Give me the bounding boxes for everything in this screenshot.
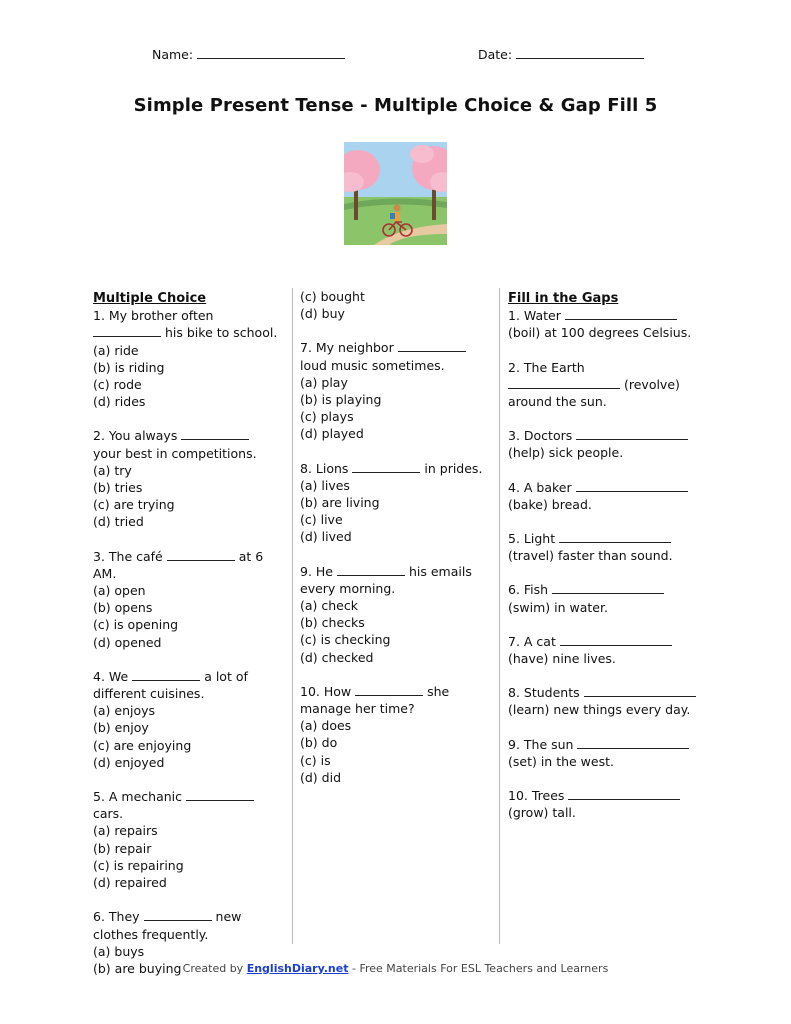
answer-blank[interactable]: [568, 788, 680, 800]
mc-column-1: [93, 290, 278, 994]
answer-blank[interactable]: [144, 909, 212, 921]
question-before: 3. Doctors: [508, 428, 573, 444]
option-c[interactable]: (c) plays: [300, 409, 354, 425]
option-a[interactable]: (a) try: [93, 462, 132, 478]
question-before: 6. They: [93, 909, 140, 925]
gap-question-2: [508, 359, 698, 411]
cherry-blossom-cyclist-illustration: [344, 142, 447, 245]
question-before: 9. He: [300, 563, 333, 579]
gap-question-6: [508, 581, 698, 615]
question-after: cars.: [93, 806, 124, 822]
option-c[interactable]: (c) live: [300, 512, 343, 528]
mc-question-1: [93, 307, 278, 410]
date-blank[interactable]: [516, 46, 644, 59]
question-after: (travel) faster than sound.: [508, 548, 673, 564]
question-before: 8. Students: [508, 685, 580, 701]
gap-question-4: [508, 479, 698, 513]
answer-blank[interactable]: [132, 669, 200, 681]
mc-question-10: [300, 683, 492, 786]
question-text: [93, 788, 278, 822]
option-d[interactable]: (d) rides: [93, 394, 146, 410]
question-text: [508, 684, 698, 718]
option-b[interactable]: (b) do: [300, 735, 338, 751]
question-text: [300, 460, 492, 477]
mc-question-2: [93, 427, 278, 530]
question-after: (grow) tall.: [508, 805, 576, 821]
question-before: 10. How: [300, 683, 352, 699]
option-a[interactable]: (a) ride: [93, 342, 139, 358]
question-after: (set) in the west.: [508, 753, 614, 769]
mc-question-6-continued: [300, 288, 492, 322]
answer-blank[interactable]: [93, 325, 161, 337]
question-before: 2. You always: [93, 428, 178, 444]
gap-question-1: [508, 307, 698, 341]
option-b[interactable]: (b) opens: [93, 600, 153, 616]
question-text: [508, 530, 698, 564]
date-field: [478, 46, 644, 62]
gap-fill-column: [508, 290, 698, 838]
option-c[interactable]: (c) are trying: [93, 497, 175, 513]
date-label: Date:: [478, 47, 513, 62]
mc-question-4: [93, 668, 278, 771]
option-c[interactable]: (c) bought: [300, 289, 365, 304]
question-text: [93, 548, 278, 582]
option-b[interactable]: (b) is playing: [300, 392, 382, 408]
option-a[interactable]: (a) repairs: [93, 823, 158, 839]
question-text: [300, 563, 492, 597]
answer-blank[interactable]: [337, 564, 405, 576]
answer-blank[interactable]: [167, 549, 235, 561]
answer-blank[interactable]: [352, 461, 420, 473]
option-a[interactable]: (a) does: [300, 718, 352, 734]
gaps-section-title: Fill in the Gaps: [508, 291, 619, 306]
gap-question-10: [508, 787, 698, 821]
question-text: [508, 787, 698, 821]
option-d[interactable]: (d) lived: [300, 529, 352, 545]
question-after: (boil) at 100 degrees Celsius.: [508, 325, 692, 341]
answer-blank[interactable]: [584, 685, 696, 697]
option-c[interactable]: (c) rode: [93, 377, 142, 393]
question-text: [93, 427, 278, 461]
answer-blank[interactable]: [565, 308, 677, 320]
name-label: Name:: [152, 47, 194, 62]
question-before: 9. The sun: [508, 736, 574, 752]
option-b[interactable]: (b) tries: [93, 480, 143, 496]
question-after: at 6 AM.: [93, 548, 264, 581]
question-after: she manage her time?: [300, 683, 450, 717]
option-a[interactable]: (a) play: [300, 374, 348, 390]
answer-blank[interactable]: [398, 340, 466, 352]
option-b[interactable]: (b) enjoy: [93, 720, 149, 736]
option-a[interactable]: (a) check: [300, 598, 358, 614]
option-d[interactable]: (d) repaired: [93, 875, 167, 891]
name-blank[interactable]: [197, 46, 345, 59]
answer-blank[interactable]: [577, 737, 689, 749]
answer-blank[interactable]: [508, 377, 620, 389]
answer-blank[interactable]: [576, 480, 688, 492]
question-after: (help) sick people.: [508, 445, 624, 461]
option-b[interactable]: (b) checks: [300, 615, 365, 631]
page-title: Simple Present Tense - Multiple Choice & Gap Fill 5: [133, 95, 658, 116]
option-d[interactable]: (d) played: [300, 426, 364, 442]
question-before: 7. My neighbor: [300, 340, 394, 356]
question-after: (swim) in water.: [508, 599, 608, 615]
question-after: loud music sometimes.: [300, 357, 445, 373]
option-d[interactable]: (d) enjoyed: [93, 754, 165, 770]
option-d[interactable]: (d) opened: [93, 634, 162, 650]
question-text: [508, 359, 698, 411]
option-c[interactable]: (c) are enjoying: [93, 737, 192, 753]
gap-question-7: [508, 633, 698, 667]
question-after: (bake) bread.: [508, 496, 592, 512]
question-before: 6. Fish: [508, 582, 549, 598]
question-text: [300, 339, 492, 373]
question-before: 1. My brother often: [93, 308, 214, 324]
question-text: [508, 736, 698, 770]
option-c[interactable]: (c) is: [300, 752, 331, 768]
question-before: 5. A mechanic: [93, 789, 183, 805]
option-a[interactable]: (a) buys: [93, 943, 145, 959]
answer-blank[interactable]: [186, 789, 254, 801]
question-text: [508, 479, 698, 513]
question-text: [508, 307, 698, 341]
option-d[interactable]: (d) did: [300, 769, 342, 785]
option-b[interactable]: (b) are living: [300, 495, 380, 511]
option-a[interactable]: (a) open: [93, 583, 146, 599]
option-c[interactable]: (c) is checking: [300, 632, 391, 648]
answer-blank[interactable]: [355, 684, 423, 696]
mc-question-7: [300, 339, 492, 442]
question-before: 10. Trees: [508, 788, 565, 804]
option-a[interactable]: (a) enjoys: [93, 703, 156, 719]
question-before: 4. We: [93, 668, 129, 684]
question-after: a lot of different cuisines.: [93, 668, 248, 702]
question-text: [93, 908, 278, 942]
option-d[interactable]: (d) checked: [300, 649, 374, 665]
mc-column-2: [300, 288, 492, 803]
question-before: 3. The café: [93, 548, 163, 564]
question-after: (learn) new things every day.: [508, 702, 691, 718]
question-after: in prides.: [424, 460, 483, 476]
question-text: [508, 581, 698, 615]
question-before: 5. Light: [508, 531, 556, 547]
option-b[interactable]: (b) repair: [93, 840, 152, 856]
option-a[interactable]: (a) lives: [300, 477, 350, 493]
answer-blank[interactable]: [552, 582, 664, 594]
gap-question-8: [508, 684, 698, 718]
answer-blank[interactable]: [560, 634, 672, 646]
question-text: [508, 427, 698, 461]
question-after: (revolve) around the sun.: [508, 376, 680, 410]
question-text: [508, 633, 698, 667]
answer-blank[interactable]: [559, 531, 671, 543]
question-after: his emails every morning.: [300, 563, 472, 596]
footer-link[interactable]: EnglishDiary.net: [246, 962, 349, 975]
question-before: 1. Water: [508, 308, 561, 324]
question-after: your best in competitions.: [93, 445, 257, 461]
question-after: his bike to school.: [164, 325, 278, 341]
mc-question-8: [300, 460, 492, 546]
gap-question-9: [508, 736, 698, 770]
question-before: 2. The Earth: [508, 359, 585, 375]
mc-question-3: [93, 548, 278, 651]
footer-suffix: - Free Materials For ESL Teachers and Learners: [351, 962, 609, 975]
question-after: (have) nine lives.: [508, 651, 616, 667]
footer: [0, 962, 791, 975]
option-b[interactable]: (b) is riding: [93, 359, 165, 375]
question-text: [300, 683, 492, 717]
mc-section-title: Multiple Choice: [93, 291, 207, 306]
gap-question-5: [508, 530, 698, 564]
mc-question-5: [93, 788, 278, 891]
name-field: [152, 46, 345, 62]
question-text: [93, 668, 278, 702]
question-before: 4. A baker: [508, 479, 572, 495]
question-after: new clothes frequently.: [93, 909, 242, 942]
option-c[interactable]: (c) is repairing: [93, 857, 184, 873]
gap-question-3: [508, 427, 698, 461]
column-divider: [292, 288, 293, 944]
option-d[interactable]: (d) tried: [93, 514, 144, 530]
column-divider: [499, 288, 500, 944]
option-d[interactable]: (d) buy: [300, 306, 345, 322]
answer-blank[interactable]: [576, 428, 688, 440]
option-b[interactable]: (b) are buying: [93, 960, 182, 976]
answer-blank[interactable]: [181, 428, 249, 440]
option-c[interactable]: (c) is opening: [93, 617, 179, 633]
footer-prefix: Created by: [182, 962, 244, 975]
mc-question-9: [300, 563, 492, 666]
question-before: 8. Lions: [300, 460, 349, 476]
question-text: [93, 307, 278, 341]
question-before: 7. A cat: [508, 633, 556, 649]
